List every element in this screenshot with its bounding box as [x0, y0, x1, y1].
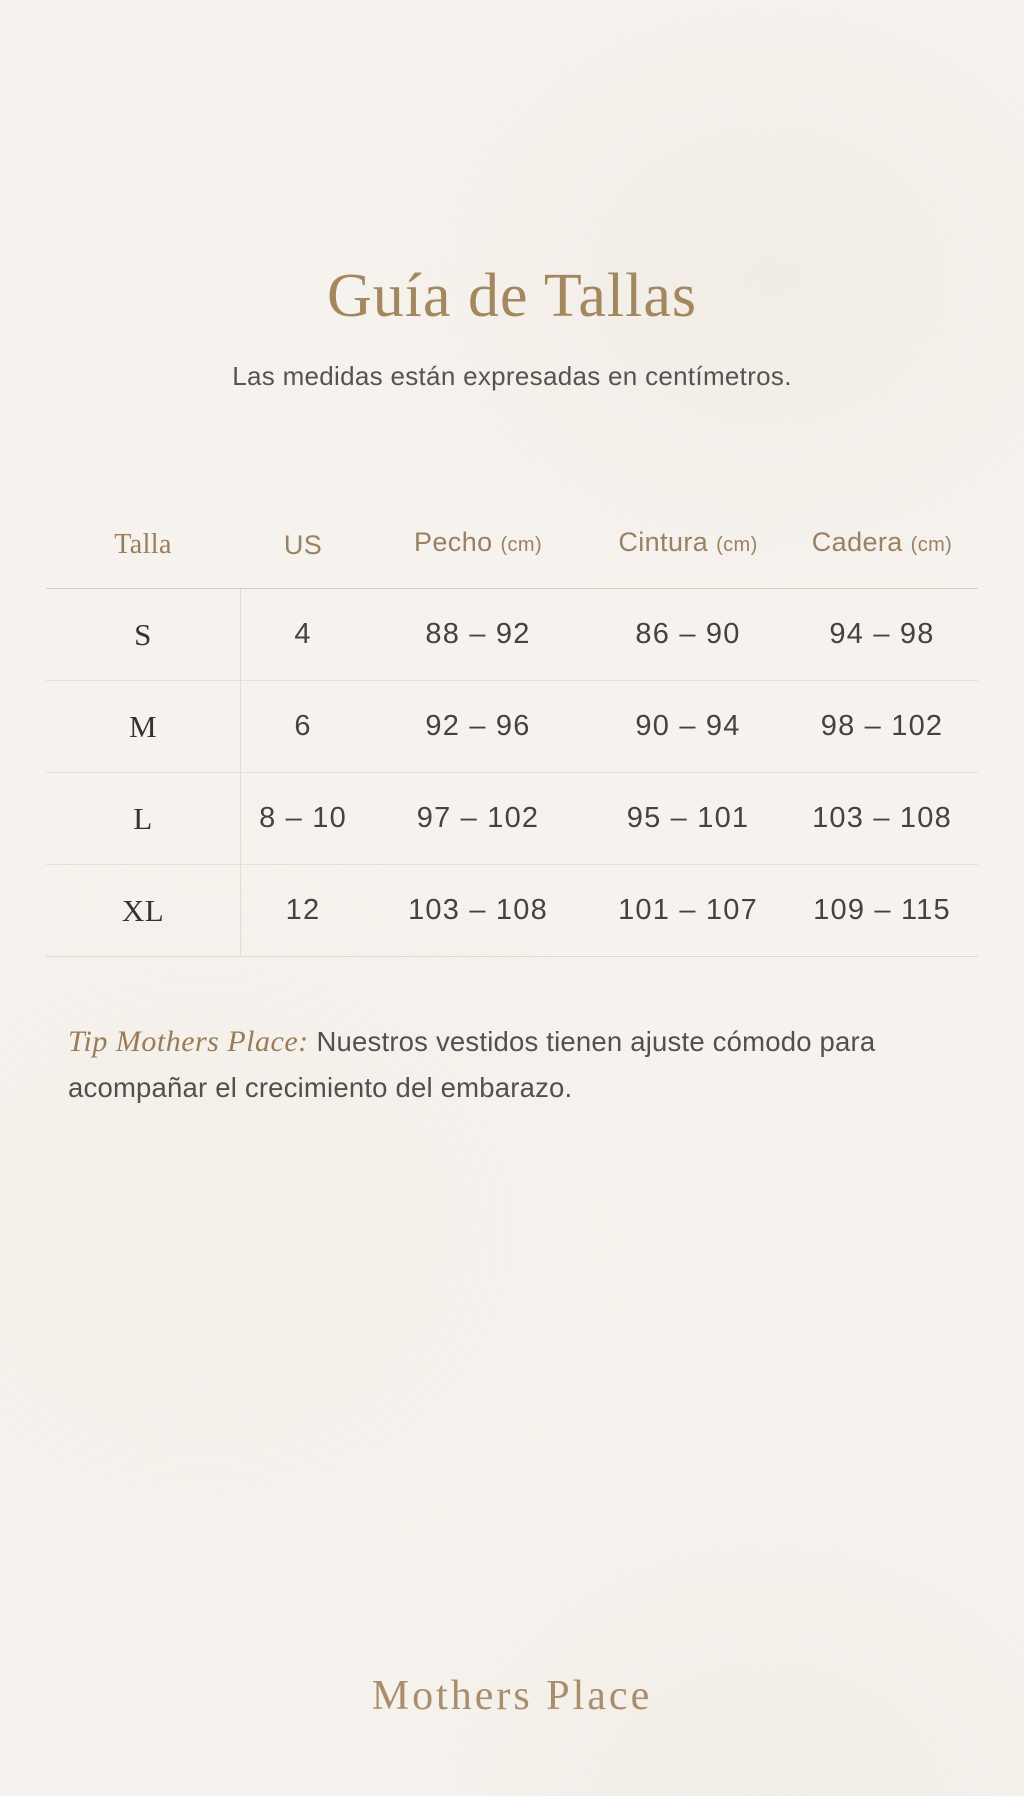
cintura-cell: 95 – 101	[626, 802, 750, 834]
cadera-cell: 109 – 115	[813, 894, 951, 926]
us-cell: 6	[294, 710, 312, 742]
brand-logo-text: Mothers Place	[371, 1673, 653, 1719]
column-header-cintura	[590, 526, 786, 561]
column-header-cadera	[786, 526, 978, 561]
column-header-label: Talla	[114, 529, 172, 560]
us-cell: 8 – 10	[259, 802, 347, 834]
column-header-unit: (cm)	[500, 534, 543, 556]
column-header-label: US	[283, 530, 323, 560]
us-cell: 12	[285, 894, 321, 926]
cadera-cell: 98 – 102	[820, 710, 944, 742]
cadera-cell: 94 – 98	[829, 618, 935, 650]
cadera-cell: 103 – 108	[812, 802, 952, 834]
cintura-cell: 86 – 90	[635, 618, 741, 650]
size-cell: M	[128, 708, 158, 744]
tip-text: Nuestros vestidos tienen ajuste cómodo para acompañar el crecimiento del embarazo.	[68, 1026, 876, 1103]
page-title: Guía de Tallas	[326, 262, 698, 330]
cintura-cell: 90 – 94	[635, 710, 741, 742]
table-row-size-s	[46, 589, 978, 681]
cintura-cell: 101 – 107	[618, 894, 758, 926]
column-header-label: Cadera	[811, 527, 903, 557]
table-row-size-m	[46, 681, 978, 773]
pecho-cell: 97 – 102	[416, 802, 540, 834]
pecho-cell: 103 – 108	[408, 894, 548, 926]
table-body	[46, 589, 978, 957]
table-row-size-xl	[46, 865, 978, 957]
column-header-us	[240, 529, 366, 561]
size-guide-table	[46, 526, 978, 957]
pecho-cell: 88 – 92	[425, 618, 531, 650]
page-subtitle: Las medidas están expresadas en centímetros.	[232, 361, 792, 391]
size-cell: XL	[121, 892, 165, 928]
table-row-size-l	[46, 773, 978, 865]
pecho-cell: 92 – 96	[425, 710, 531, 742]
table-header-row	[46, 526, 978, 589]
size-cell: L	[133, 800, 153, 836]
column-header-unit: (cm)	[910, 534, 953, 556]
us-cell: 4	[294, 618, 312, 650]
column-header-talla	[46, 529, 240, 561]
size-cell: S	[134, 616, 152, 652]
column-header-pecho	[366, 526, 590, 561]
column-header-label: Pecho	[413, 527, 493, 557]
tip-note	[68, 1019, 954, 1111]
tip-label: Tip Mothers Place:	[68, 1025, 309, 1058]
column-header-label: Cintura	[618, 527, 709, 557]
column-header-unit: (cm)	[716, 534, 758, 556]
